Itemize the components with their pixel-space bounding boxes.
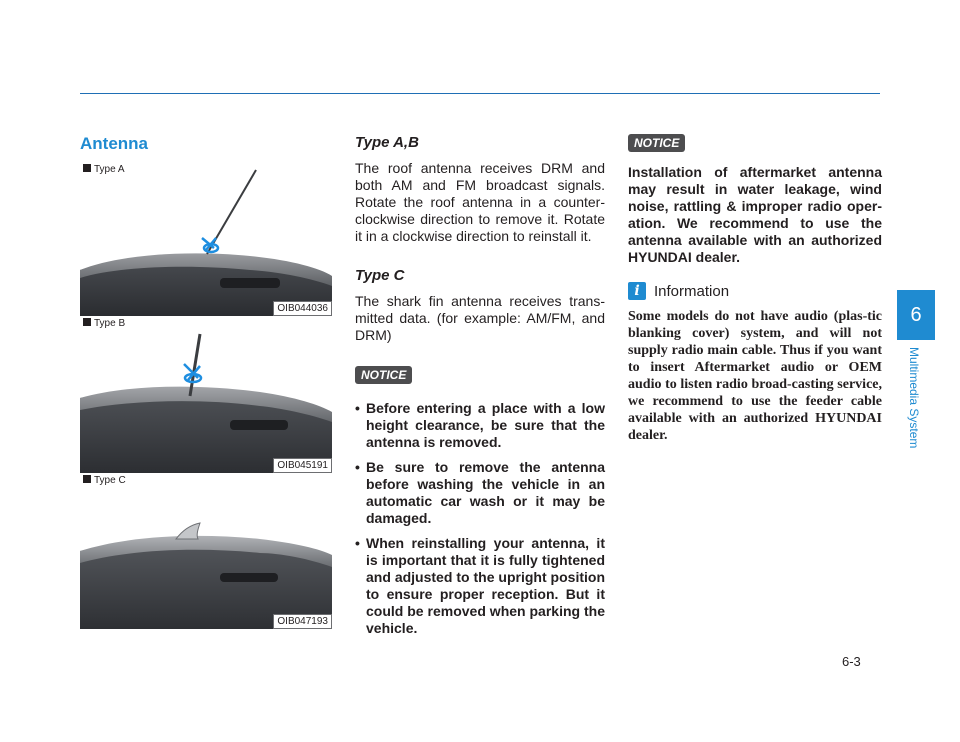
- figure-type-b-code: OIB045191: [273, 458, 332, 473]
- page-number: 6-3: [842, 654, 861, 669]
- notice-bullet-list: [355, 400, 605, 637]
- figure-type-c-label: Type C: [83, 475, 126, 486]
- type-c-body: The shark fin antenna receives trans-mitted data. (for example: AM/FM, and DRM): [355, 293, 605, 343]
- information-title: Information: [654, 282, 730, 300]
- figure-type-b: [80, 316, 332, 473]
- notice-2-text: Installation of aftermarket antenna may result in water leakage, wind noise, rattling & improper radio oper-ation. We recommend to use the antenna available with an authorized HYUNDAI dealer.: [628, 164, 882, 265]
- info-icon: i: [628, 282, 646, 300]
- figure-type-a-label: Type A: [83, 164, 125, 175]
- figure-type-a-code: OIB044036: [273, 301, 332, 316]
- type-ab-body: The roof antenna receives DRM and both AM and FM broadcast signals. Rotate the roof antenna in a counter-clockwise direction to remove it. Rotate it in a clockwise direction to reinstall it.: [355, 160, 605, 244]
- information-heading: [628, 282, 882, 300]
- figure-type-b-label: Type B: [83, 318, 125, 329]
- notice-bullet: • Before entering a place with a low height clearance, be sure that the antenna is removed.: [355, 400, 605, 451]
- section-title: Antenna: [80, 134, 148, 153]
- notice-badge: NOTICE: [355, 366, 412, 384]
- chapter-number-tab: 6: [897, 290, 935, 340]
- chapter-title: Multimedia System: [907, 347, 921, 449]
- column-right: [628, 134, 882, 444]
- figure-type-c-code: OIB047193: [273, 614, 332, 629]
- figure-type-c-illustration: [80, 473, 332, 629]
- chapter-title-side: [907, 347, 927, 467]
- notice-bullet: • When reinstalling your antenna, it is important that it is fully tightened and adjusted to the upright position to ensure proper reception. But it could be removed when parking the vehicle.: [355, 535, 605, 637]
- notice-badge-2: NOTICE: [628, 134, 685, 152]
- figure-type-a: [80, 162, 332, 316]
- column-middle: [355, 134, 605, 645]
- type-ab-heading: Type A,B: [355, 134, 419, 151]
- information-body: Some models do not have audio (plas-tic blanking cover) system, and will not supply radio main cable. Thus if you want to insert Aftermarket audio or OEM audio to listen radio broad-casting service, we recommend to use the feeder cable available with an authorized HYUNDAI dealer.: [628, 309, 882, 443]
- figure-type-a-illustration: [80, 162, 332, 316]
- top-rule: [80, 93, 880, 94]
- type-c-heading: Type C: [355, 267, 405, 284]
- notice-bullet: • Be sure to remove the antenna before washing the vehicle in an automatic car wash or it may be damaged.: [355, 459, 605, 527]
- figure-type-c: [80, 473, 332, 629]
- figure-type-b-illustration: [80, 316, 332, 473]
